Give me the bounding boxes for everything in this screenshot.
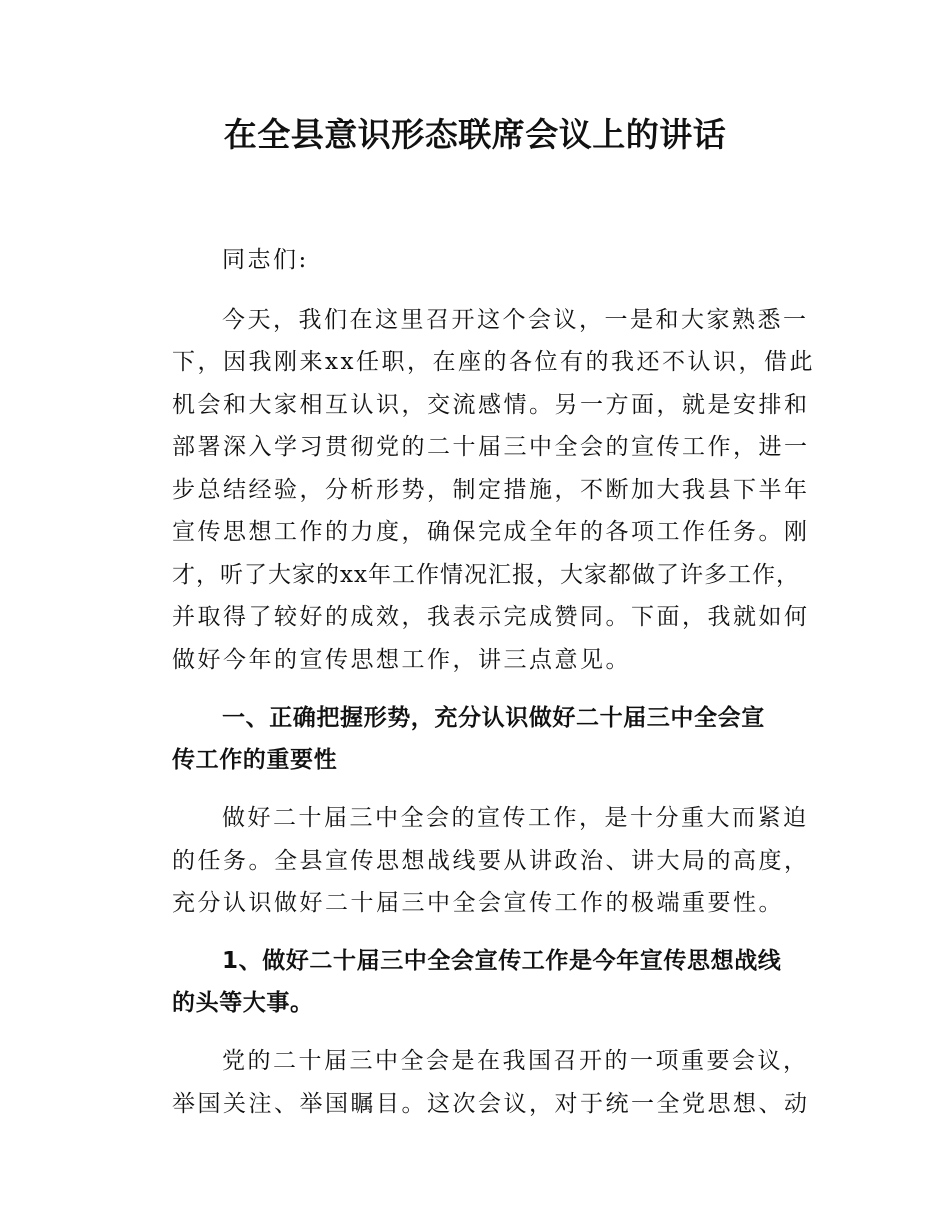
paragraph-line: 做好二十届三中全会的宣传工作，是十分重大而紧迫 [222, 805, 809, 831]
paragraph-line: 做好今年的宣传思想工作，讲三点意见。 [172, 647, 631, 673]
paragraph-line: 并取得了较好的成效，我表示完成赞同。下面，我就如何 [172, 604, 810, 630]
paragraph-line: 部署深入学习贯彻党的二十届三中全会的宣传工作，进一 [172, 434, 810, 460]
paragraph-line: 充分认识做好二十届三中全会宣传工作的极端重要性。 [172, 890, 784, 916]
paragraph-line: 机会和大家相互认识，交流感情。另一方面，就是安排和 [172, 392, 810, 418]
paragraph-line: 下，因我刚来xx任职，在座的各位有的我还不认识，借此 [172, 349, 815, 375]
paragraph-line: 举国关注、举国瞩目。这次会议，对于统一全党思想、动 [172, 1091, 810, 1117]
paragraph-line: 的任务。全县宣传思想战线要从讲政治、讲大局的高度， [172, 848, 810, 874]
paragraph-line: 党的二十届三中全会是在我国召开的一项重要会议， [222, 1048, 809, 1074]
section-heading: 传工作的重要性 [172, 747, 338, 773]
paragraph-line: 今天，我们在这里召开这个会议，一是和大家熟悉一 [222, 307, 809, 333]
subsection-heading: 1、做好二十届三中全会宣传工作是今年宣传思想战线 [222, 948, 782, 974]
subsection-heading: 的头等大事。 [172, 990, 314, 1016]
document-title: 在全县意识形态联席会议上的讲话 [223, 115, 727, 154]
salutation: 同志们: [222, 247, 309, 273]
paragraph-line: 才，听了大家的xx年工作情况汇报，大家都做了许多工作， [172, 562, 800, 588]
paragraph-line: 宣传思想工作的力度，确保完成全年的各项工作任务。刚 [172, 519, 810, 545]
section-heading: 一、正确把握形势，充分认识做好二十届三中全会宣 [222, 705, 765, 731]
paragraph-line: 步总结经验，分析形势，制定措施，不断加大我县下半年 [172, 477, 810, 503]
